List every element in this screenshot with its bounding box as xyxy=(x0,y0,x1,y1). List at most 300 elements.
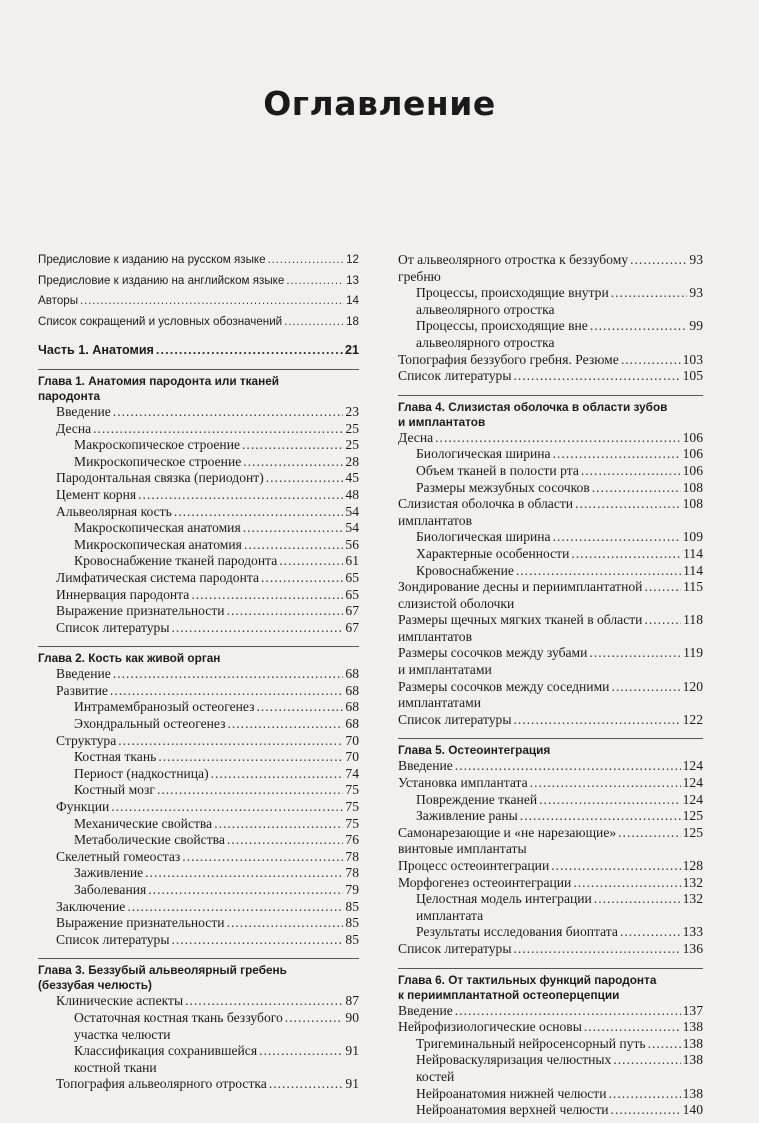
toc-entry[interactable] xyxy=(398,529,703,546)
dot-leader xyxy=(592,480,681,497)
dot-leader xyxy=(520,808,681,825)
toc-entry-page: 78 xyxy=(345,848,359,864)
toc-entry-page: 67 xyxy=(345,619,359,635)
toc-entry[interactable] xyxy=(38,716,359,733)
toc-entry[interactable] xyxy=(398,546,703,563)
dot-leader xyxy=(530,775,681,792)
toc-entry[interactable] xyxy=(398,875,703,892)
toc-entry[interactable] xyxy=(398,1052,703,1085)
toc-entry-title: Развитие xyxy=(56,682,108,698)
dot-leader xyxy=(590,318,688,335)
dot-leader xyxy=(513,712,680,729)
toc-entry[interactable] xyxy=(38,1076,359,1093)
toc-entry-title: Морфогенез остеоинтеграции xyxy=(398,874,572,890)
toc-entry-page: 124 xyxy=(682,791,703,807)
dot-leader xyxy=(513,941,680,958)
dot-leader xyxy=(630,252,687,269)
dot-leader xyxy=(156,342,343,359)
dot-leader xyxy=(148,882,343,899)
toc-entry-title: Процессы, происходящие внутри альвеолярного отростка xyxy=(416,285,609,317)
toc-entry-page: 138 xyxy=(682,1052,703,1068)
toc-entry-page: 75 xyxy=(345,799,359,815)
toc-entry-page: 61 xyxy=(345,553,359,569)
toc-entry-page: 13 xyxy=(346,273,359,287)
toc-entry-page: 132 xyxy=(682,891,703,907)
toc-entry-page: 108 xyxy=(682,479,703,495)
dot-leader xyxy=(138,487,343,504)
dot-leader xyxy=(93,421,343,438)
toc-entry-page: 136 xyxy=(682,940,703,956)
toc-entry-page: 45 xyxy=(345,470,359,486)
toc-entry-page: 91 xyxy=(345,1076,359,1092)
toc-entry-page: 68 xyxy=(345,699,359,715)
toc-entry[interactable] xyxy=(398,1003,703,1020)
toc-entry[interactable] xyxy=(38,504,359,521)
toc-entry-title: Самонарезающие и «не нарезающие» винтовые имплантаты xyxy=(398,824,617,857)
dot-leader xyxy=(613,1052,680,1069)
toc-entry[interactable] xyxy=(398,612,703,645)
toc-entry[interactable] xyxy=(398,1086,703,1103)
toc-entry[interactable] xyxy=(38,470,359,487)
dot-leader xyxy=(455,1003,681,1020)
toc-entry-title: Слизистая оболочка в области имплантатов xyxy=(398,496,574,528)
toc-entry[interactable] xyxy=(398,1036,703,1053)
dot-leader xyxy=(516,563,681,580)
toc-entry-page: 54 xyxy=(345,520,359,536)
toc-entry-title: Размеры сосочков между зубами и имплантатами xyxy=(398,645,588,678)
dot-leader xyxy=(227,716,343,733)
toc-entry[interactable] xyxy=(38,683,359,700)
toc-entry[interactable] xyxy=(38,899,359,916)
toc-entry-title: Список сокращений и условных обозначений xyxy=(38,314,283,328)
toc-entry-title: Остаточная костная ткань беззубого участка челюсти xyxy=(74,1009,283,1042)
toc-entry-title: Повреждение тканей xyxy=(416,791,538,807)
dot-leader xyxy=(244,537,343,554)
dot-leader xyxy=(266,470,344,487)
toc-entry-title: Выражение признательности xyxy=(56,603,225,619)
toc-entry-page: 75 xyxy=(345,815,359,831)
chapter-heading[interactable]: Глава 4. Слизистая оболочка в области зубов и имплантатов xyxy=(398,395,703,430)
toc-entry-title: Размеры сосочков между соседними имплантатами xyxy=(398,678,610,711)
dot-leader xyxy=(111,799,343,816)
chapter-heading[interactable]: Глава 3. Беззубый альвеолярный гребень (беззубая челюсть) xyxy=(38,958,359,993)
dot-leader xyxy=(609,1086,681,1103)
toc-entry[interactable] xyxy=(398,1102,703,1119)
toc-entry-title: Иннервация пародонта xyxy=(56,586,190,602)
toc-entry[interactable] xyxy=(398,368,703,385)
toc-entry[interactable] xyxy=(398,563,703,580)
toc-entry-title: Выражение признательности xyxy=(56,915,225,931)
toc-entry-title: Процесс остеоинтеграции xyxy=(398,858,550,873)
toc-entry-page: 105 xyxy=(682,368,703,384)
toc-entry-page: 93 xyxy=(689,252,703,267)
dot-leader xyxy=(113,666,344,683)
chapter-heading[interactable]: Глава 5. Остеоинтеграция xyxy=(398,738,703,758)
toc-entry-page: 25 xyxy=(345,437,359,453)
dot-leader xyxy=(227,832,344,849)
dot-leader xyxy=(268,252,345,269)
toc-entry-title: Лимфатическая система пародонта xyxy=(56,569,260,585)
toc-entry[interactable] xyxy=(398,352,703,369)
dot-leader xyxy=(110,683,344,700)
toc-entry[interactable] xyxy=(38,699,359,716)
dot-leader xyxy=(259,1043,343,1060)
toc-entry[interactable] xyxy=(398,941,703,958)
toc-entry-page: 85 xyxy=(345,898,359,914)
toc-entry-title: Кровоснабжение xyxy=(416,562,514,578)
toc-entry-page: 48 xyxy=(345,486,359,502)
dot-leader xyxy=(620,924,681,941)
toc-entry-title: Введение xyxy=(398,758,453,774)
toc-entry-title: Альвеолярная кость xyxy=(56,503,172,519)
toc-entry[interactable] xyxy=(398,285,703,318)
dot-leader xyxy=(261,570,343,587)
toc-entry-title: Размеры межзубных сосочков xyxy=(416,479,590,495)
toc-entry-page: 56 xyxy=(345,536,359,552)
toc-entry-title: Процессы, происходящие вне альвеолярного отростка xyxy=(416,318,588,350)
toc-entry[interactable] xyxy=(38,487,359,504)
toc-entry-page: 28 xyxy=(345,453,359,469)
toc-entry[interactable] xyxy=(38,537,359,554)
toc-entry-page: 125 xyxy=(682,824,703,840)
toc-entry[interactable] xyxy=(398,679,703,712)
toc-entry-title: Установка имплантата xyxy=(398,775,528,791)
toc-entry-title: Зондирование десны и периимплантатной слизистой оболочки xyxy=(398,579,643,611)
dot-leader xyxy=(227,915,344,932)
toc-entry-title: Часть 1. Анатомия xyxy=(38,343,154,358)
dot-leader xyxy=(211,766,344,783)
toc-entry-page: 122 xyxy=(682,711,703,727)
dot-leader xyxy=(174,504,344,521)
dot-leader xyxy=(553,529,681,546)
toc-entry-title: Макроскопическое строение xyxy=(74,437,241,453)
toc-entry[interactable] xyxy=(398,775,703,792)
toc-entry-title: Микроскопическая анатомия xyxy=(74,536,242,552)
toc-entry[interactable] xyxy=(398,825,703,858)
toc-entry-title: Механические свойства xyxy=(74,815,213,831)
toc-entry[interactable] xyxy=(398,1019,703,1036)
dot-leader xyxy=(435,430,680,447)
toc-entry-title: Введение xyxy=(398,1002,453,1018)
toc-entry-page: 18 xyxy=(346,314,359,328)
dot-leader xyxy=(118,733,343,750)
toc-entry-page: 85 xyxy=(345,931,359,947)
toc-entry-page: 106 xyxy=(682,429,703,445)
toc-entry[interactable] xyxy=(398,430,703,447)
toc-entry[interactable] xyxy=(38,832,359,849)
toc-entry-title: Десна xyxy=(56,420,92,436)
toc-entry-title: Список литературы xyxy=(56,619,170,635)
dot-leader xyxy=(80,293,344,310)
toc-entry[interactable] xyxy=(38,766,359,783)
toc-entry-title: Кровоснабжение тканей пародонта xyxy=(74,553,278,569)
toc-entry-page: 67 xyxy=(345,603,359,619)
toc-entry-title: Клинические аспекты xyxy=(56,993,184,1009)
toc-column-left xyxy=(38,252,359,1097)
toc-entry-page: 137 xyxy=(682,1002,703,1018)
toc-entry[interactable] xyxy=(398,924,703,941)
toc-entry-title: Введение xyxy=(56,666,111,682)
toc-entry-title: Заключение xyxy=(56,898,126,914)
toc-entry[interactable] xyxy=(398,891,703,924)
toc-entry-title: Костная ткань xyxy=(74,749,157,765)
toc-entry-page: 12 xyxy=(346,253,359,266)
toc-entry[interactable] xyxy=(398,758,703,775)
toc-entry-title: Заживление xyxy=(74,865,144,881)
toc-entry-page: 68 xyxy=(345,716,359,732)
toc-entry-title: Топография беззубого гребня. Резюме xyxy=(398,351,619,367)
dot-leader xyxy=(185,993,343,1010)
toc-entry[interactable] xyxy=(398,318,703,351)
dot-leader xyxy=(284,314,344,331)
dot-leader xyxy=(571,546,681,563)
toc-entry-page: 120 xyxy=(682,678,703,694)
toc-entry-title: Список литературы xyxy=(56,931,170,947)
toc-entry[interactable] xyxy=(38,865,359,882)
toc-entry-title: Характерные особенности xyxy=(416,545,570,561)
toc-entry[interactable] xyxy=(38,273,359,290)
toc-entry-title: От альвеолярного отростка к беззубому гребню xyxy=(398,252,629,284)
toc-entry-title: Десна xyxy=(398,429,434,445)
toc-entry[interactable] xyxy=(38,342,359,359)
toc-entry-page: 74 xyxy=(345,765,359,781)
toc-entry[interactable] xyxy=(38,404,359,421)
toc-entry-title: Заболевания xyxy=(74,882,147,897)
toc-entry[interactable] xyxy=(38,421,359,438)
toc-entry-title: Список литературы xyxy=(398,368,512,384)
dot-leader xyxy=(243,520,344,537)
dot-leader xyxy=(157,782,343,799)
toc-entry-page: 23 xyxy=(345,403,359,419)
toc-entry-title: Введение xyxy=(56,403,111,419)
toc-entry-title: Топография альвеолярного отростка xyxy=(56,1076,267,1092)
toc-entry-page: 138 xyxy=(682,1035,703,1051)
toc-entry[interactable] xyxy=(398,480,703,497)
toc-entry-page: 140 xyxy=(682,1102,703,1118)
toc-entry-title: Нейрофизиологические основы xyxy=(398,1019,582,1035)
toc-entry-page: 124 xyxy=(682,775,703,791)
toc-entry-page: 79 xyxy=(345,882,359,897)
toc-entry-page: 124 xyxy=(682,758,703,774)
toc-entry[interactable] xyxy=(38,1010,359,1043)
toc-entry-page: 91 xyxy=(345,1043,359,1059)
dot-leader xyxy=(594,891,681,908)
toc-entry[interactable] xyxy=(398,496,703,529)
toc-entry[interactable] xyxy=(398,858,703,875)
dot-leader xyxy=(573,875,680,892)
toc-entry-title: Нейроанатомия верхней челюсти xyxy=(416,1102,609,1118)
dot-leader xyxy=(618,825,680,842)
dot-leader xyxy=(214,816,343,833)
toc-entry-page: 21 xyxy=(344,343,359,358)
dot-leader xyxy=(648,1036,681,1053)
dot-leader xyxy=(243,454,343,471)
toc-entry[interactable] xyxy=(38,816,359,833)
toc-entry-page: 118 xyxy=(683,612,703,628)
dot-leader xyxy=(611,679,680,696)
toc-entry-title: Периост (надкостница) xyxy=(74,765,209,781)
toc-entry[interactable] xyxy=(38,849,359,866)
toc-entry-title: Предисловие к изданию на русском языке xyxy=(38,253,266,266)
toc-entry-title: Результаты исследования биоптата xyxy=(416,924,618,940)
toc-entry-page: 70 xyxy=(345,732,359,748)
toc-entry-page: 75 xyxy=(345,782,359,798)
toc-entry[interactable] xyxy=(38,749,359,766)
toc-entry-page: 119 xyxy=(683,645,703,661)
toc-entry-title: Список литературы xyxy=(398,711,512,727)
toc-entry-title: Скелетный гомеостаз xyxy=(56,848,181,864)
toc-entry-title: Объем тканей в полости рта xyxy=(416,462,579,478)
toc-entry-title: Список литературы xyxy=(398,940,512,956)
toc-entry-title: Классификация сохранившейся костной ткани xyxy=(74,1043,258,1075)
toc-entry-page: 138 xyxy=(682,1085,703,1101)
toc-entry[interactable] xyxy=(38,587,359,604)
toc-entry-page: 76 xyxy=(345,832,359,848)
toc-entry-page: 87 xyxy=(345,993,359,1009)
toc-entry-title: Нейроанатомия нижней челюсти xyxy=(416,1085,607,1101)
toc-entry-page: 93 xyxy=(689,285,703,301)
dot-leader xyxy=(513,368,680,385)
toc-entry-page: 103 xyxy=(682,351,703,367)
toc-entry-page: 68 xyxy=(345,682,359,698)
toc-entry-page: 115 xyxy=(683,579,703,595)
dot-leader xyxy=(455,758,681,775)
toc-entry[interactable] xyxy=(38,454,359,471)
toc-entry[interactable] xyxy=(38,314,359,331)
toc-entry-title: Биологическая ширина xyxy=(416,529,551,545)
toc-entry[interactable] xyxy=(38,437,359,454)
dot-leader xyxy=(256,699,343,716)
dot-leader xyxy=(127,899,343,916)
toc-entry[interactable] xyxy=(38,733,359,750)
toc-entry-title: Структура xyxy=(56,732,117,748)
toc-entry[interactable] xyxy=(38,252,359,269)
toc-entry-title: Функции xyxy=(56,799,110,815)
dot-leader xyxy=(575,496,681,513)
toc-entry[interactable] xyxy=(38,1043,359,1076)
chapter-heading[interactable]: Глава 2. Кость как живой орган xyxy=(38,646,359,666)
toc-entry-page: 25 xyxy=(345,420,359,436)
dot-leader xyxy=(539,792,680,809)
toc-entry[interactable] xyxy=(398,252,703,285)
toc-entry[interactable] xyxy=(398,792,703,809)
dot-leader xyxy=(171,932,343,949)
dot-leader xyxy=(182,849,343,866)
toc-entry[interactable] xyxy=(38,882,359,899)
dot-leader xyxy=(191,587,343,604)
toc-entry-title: Заживление раны xyxy=(416,808,518,824)
toc-entry[interactable] xyxy=(38,603,359,620)
toc-entry-page: 90 xyxy=(345,1009,359,1025)
dot-leader xyxy=(285,1010,344,1027)
toc-entry[interactable] xyxy=(398,712,703,729)
toc-entry-title: Цемент корня xyxy=(56,486,137,502)
dot-leader xyxy=(242,437,343,454)
toc-entry-title: Пародонтальная связка (периодонт) xyxy=(56,470,264,486)
dot-leader xyxy=(286,273,344,290)
toc-entry-page: 132 xyxy=(682,874,703,890)
toc-entry-page: 65 xyxy=(345,569,359,585)
toc-entry-title: Авторы xyxy=(38,294,79,308)
toc-entry-page: 99 xyxy=(689,318,703,334)
toc-entry-page: 114 xyxy=(683,545,703,561)
dot-leader xyxy=(279,553,343,570)
toc-entry-page: 138 xyxy=(682,1019,703,1035)
toc-entry[interactable] xyxy=(38,620,359,637)
dot-leader xyxy=(158,749,343,766)
dot-leader xyxy=(621,352,681,369)
toc-entry[interactable] xyxy=(38,293,359,310)
dot-leader xyxy=(269,1076,344,1093)
chapter-heading[interactable]: Глава 6. От тактильных функций пародонта к периимплантатной остеоперцепции xyxy=(398,968,703,1003)
toc-entry-title: Биологическая ширина xyxy=(416,446,551,462)
toc-entry-title: Тригеминальный нейросенсорный путь xyxy=(416,1035,646,1051)
toc-entry[interactable] xyxy=(38,932,359,949)
dot-leader xyxy=(589,645,681,662)
toc-entry-page: 133 xyxy=(682,924,703,940)
toc-entry[interactable] xyxy=(38,915,359,932)
dot-leader xyxy=(145,865,343,882)
dot-leader xyxy=(584,1019,681,1036)
toc-entry-page: 68 xyxy=(345,666,359,682)
toc-entry[interactable] xyxy=(38,553,359,570)
toc-entry-page: 70 xyxy=(345,749,359,765)
toc-entry-page: 14 xyxy=(346,294,359,308)
dot-leader xyxy=(551,858,680,875)
toc-entry-page: 54 xyxy=(345,503,359,519)
toc-entry-page: 106 xyxy=(682,446,703,462)
toc-entry-title: Костный мозг xyxy=(74,782,155,798)
toc-entry-page: 109 xyxy=(682,529,703,545)
toc-entry-title: Размеры щечных мягких тканей в области имплантатов xyxy=(398,612,643,644)
toc-entry-title: Эхондральный остеогенез xyxy=(74,716,226,732)
dot-leader xyxy=(171,620,343,637)
toc-entry-title: Макроскопическая анатомия xyxy=(74,520,241,536)
toc-entry-page: 114 xyxy=(683,562,703,578)
toc-entry-page: 106 xyxy=(682,462,703,478)
toc-entry-title: Интрамембранозый остеогенез xyxy=(74,699,255,715)
toc-entry-page: 65 xyxy=(345,586,359,602)
toc-entry-title: Метаболические свойства xyxy=(74,832,225,848)
dot-leader xyxy=(113,404,344,421)
toc-entry[interactable] xyxy=(38,570,359,587)
toc-entry[interactable] xyxy=(38,666,359,683)
toc-entry-page: 78 xyxy=(345,865,359,881)
toc-entry[interactable] xyxy=(398,808,703,825)
toc-entry[interactable] xyxy=(398,446,703,463)
chapter-heading[interactable]: Глава 1. Анатомия пародонта или тканей пародонта xyxy=(38,369,359,404)
toc-entry-title: Микроскопическое строение xyxy=(74,453,242,469)
toc-entry-title: Нейроваскуляризация челюстных костей xyxy=(416,1052,612,1084)
toc-entry[interactable] xyxy=(398,645,703,678)
dot-leader xyxy=(581,463,681,480)
toc-entry-page: 125 xyxy=(682,808,703,824)
toc-entry[interactable] xyxy=(398,463,703,480)
page-title: Оглавление xyxy=(263,84,496,123)
toc-entry-title: Целостная модель интеграции имплантата xyxy=(416,891,592,923)
dot-leader xyxy=(227,603,344,620)
dot-leader xyxy=(611,285,688,302)
dot-leader xyxy=(644,579,681,596)
toc-entry[interactable] xyxy=(38,799,359,816)
toc-entry[interactable] xyxy=(38,782,359,799)
toc-entry-page: 85 xyxy=(345,915,359,931)
toc-entry[interactable] xyxy=(38,993,359,1010)
toc-entry-page: 128 xyxy=(682,858,703,873)
toc-entry[interactable] xyxy=(38,520,359,537)
toc-entry-title: Предисловие к изданию на английском языке xyxy=(38,273,285,287)
toc-entry[interactable] xyxy=(398,579,703,612)
